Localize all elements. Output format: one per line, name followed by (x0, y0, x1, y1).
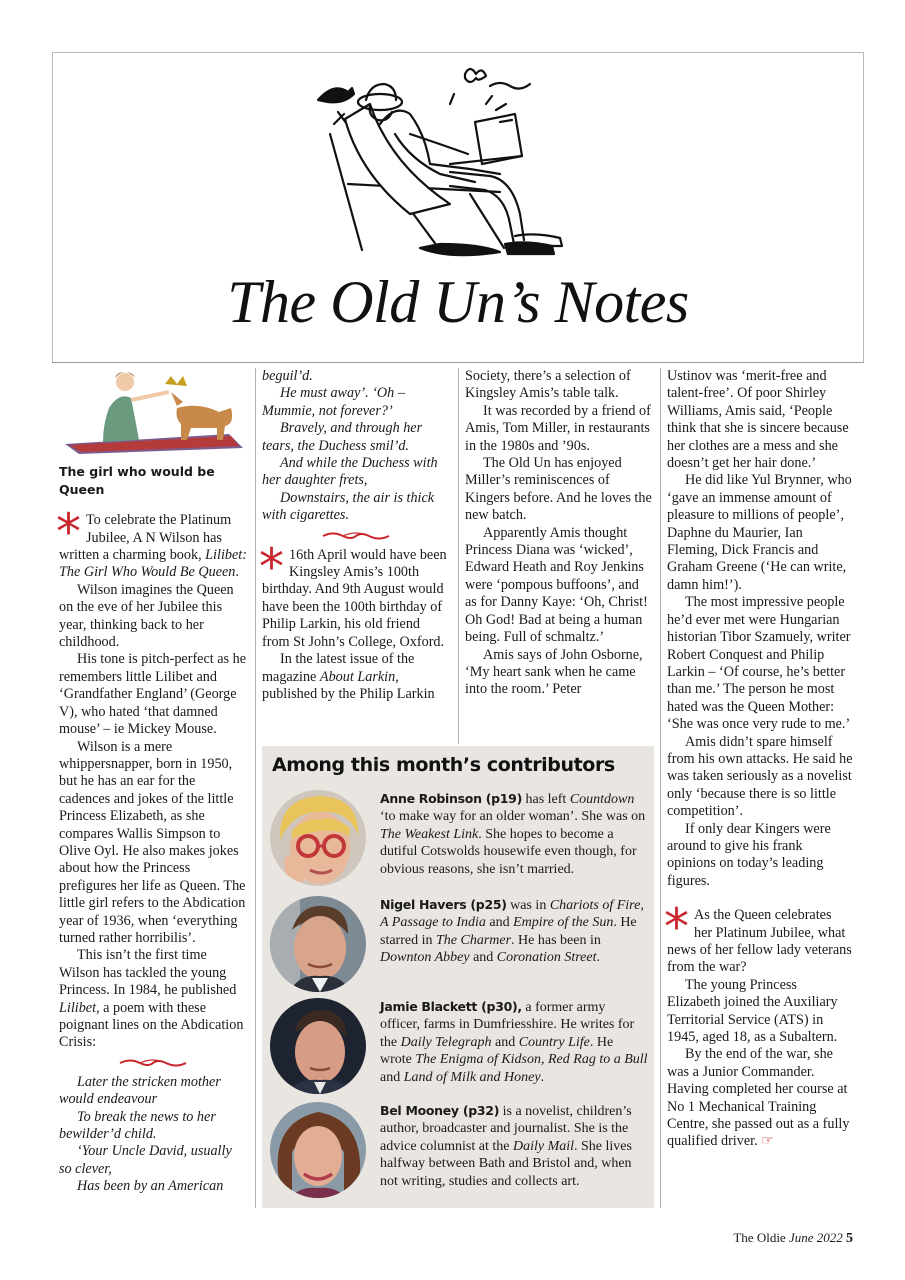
paragraph: To celebrate the Platinum Jubilee, A N Wilson has written a charming book, Lilibet: The Girl Who Would Be Queen. (59, 512, 247, 581)
poem-line: Later the stricken mother would endeavour (59, 1073, 221, 1108)
contributor-bio: Bel Mooney (p32) is a novelist, children’s author, broadcaster and journalist. She is the advice columnist at the Daily Mail. She lives halfway between Bath and Bristol and, when not writing, studies and collects art. (380, 1103, 632, 1189)
contributor-bel-mooney (270, 1102, 648, 1202)
page-number: 5 (846, 1231, 853, 1246)
contributor-name: Bel Mooney (p32) (380, 1103, 500, 1118)
asterisk-icon: * (56, 503, 81, 562)
column-rule (255, 368, 256, 1208)
column-rule (660, 368, 661, 1208)
ornament-divider (118, 1058, 188, 1068)
contributor-jamie-blackett (270, 998, 648, 1098)
paragraph: It was recorded by a friend of Amis, Tom Miller, in restaurants in the 1980s and ’90s. (465, 402, 651, 454)
pointing-hand-icon: ☞ (761, 1133, 774, 1150)
paragraph: The most impressive people he’d ever met were Hungarian historian Tibor Szamuely, writer Robert Conquest and Philip Larkin – ‘Of course, he’s better than me.’ The person he most hated was the Queen Mother: ‘She was once very rude to me.’ (667, 594, 851, 733)
paragraph: Society, there’s a selection of Kingsley Amis’s table talk. (465, 368, 631, 402)
header-rule (52, 362, 864, 363)
page-title: The Old Un’s Notes (227, 269, 689, 335)
ornament-divider (321, 531, 391, 541)
poem-line: He must away’. ‘Oh – Mummie, not forever?’ (262, 385, 405, 419)
paragraph: In the latest issue of the magazine About Larkin, published by the Philip Larkin (262, 651, 435, 702)
paragraph: The Old Un has enjoyed Miller’s reminiscences of Kingers before. And he loves the new batch. (465, 455, 652, 524)
poem-line: To break the news to her bewilder’d child. (59, 1108, 216, 1143)
paragraph: Amis didn’t spare himself from his own attacks. He said he was taken seriously as a novelist only ‘because there is so little competition’. (667, 733, 853, 820)
poem-excerpt (262, 368, 450, 525)
publication-name: The Oldie (733, 1230, 789, 1245)
paragraph: The young Princess Elizabeth joined the Auxiliary Territorial Service (ATS) in 1945, aged 18, as a Subaltern. (667, 976, 838, 1046)
asterisk-icon: * (664, 898, 689, 957)
contributor-name: Nigel Havers (p25) (380, 897, 507, 912)
contributors-heading: Among this month’s contributors (272, 754, 615, 776)
paragraph: By the end of the war, she was a Junior Commander. Having completed her course at No 1 Mechanical Training Centre, she passed out as a fully qualified driver. ☞ (667, 1046, 850, 1150)
poem-line: beguil’d. (262, 368, 313, 384)
issue-date: June 2022 (788, 1230, 843, 1245)
paragraph: Wilson is a mere whippersnapper, born in 1950, but he has an ear for the cadences and jokes of the little Princess Elizabeth, as she compares Wallis Simpson to Olive Oyl. He also makes jokes about how the Princess prefigures her life as Queen. The little girl refers to the Abdication year of 1936, when ‘everything turned rather horribilis’. (59, 738, 246, 946)
bel-mooney-photo (270, 1102, 366, 1198)
anne-robinson-photo (270, 790, 366, 886)
column-3 (465, 368, 653, 699)
column-4 (664, 368, 853, 1151)
article-amis-larkin (259, 537, 450, 651)
paragraph: 16th April would have been Kingsley Amis’s 100th birthday. And 9th August would have been the 100th birthday of Philip Larkin, his old friend from St John’s College, Oxford. (262, 546, 447, 650)
contributor-bio: Jamie Blackett (p30), a former army officer, farms in Dumfriesshire. He writes for the Daily Telegraph and Country Life. He wrote The Enigma of Kidson, Red Rag to a Bull and Land of Milk and Honey. (380, 999, 648, 1085)
poem-line: Bravely, and through her tears, the Duchess smil’d. (262, 420, 423, 454)
asterisk-icon: * (259, 537, 284, 596)
contributors-box (262, 746, 654, 1208)
column-rule (458, 368, 459, 744)
paragraph: If only dear Kingers were around to give his frank opinions on today’s leading figures. (667, 820, 831, 889)
article-ats-veterans (664, 898, 853, 977)
illustration-caption: The girl who would be Queen (59, 464, 215, 497)
contributor-bio: Nigel Havers (p25) was in Chariots of Fire, A Passage to India and Empire of the Sun. He starred in The Charmer. He has been in Downton Abbey and Coronation Street. (380, 897, 644, 966)
paragraph: Amis says of John Osborne, ‘My heart sank when he came into the room.’ Peter (465, 646, 643, 698)
contributor-nigel-havers (270, 896, 648, 996)
paragraph: Wilson imagines the Queen on the eve of her Jubilee this year, thinking back to her childhood. (59, 581, 234, 651)
column-1 (56, 368, 247, 1196)
poem-excerpt (59, 1074, 247, 1196)
contributor-name: Anne Robinson (p19) (380, 791, 522, 806)
paragraph: This isn’t the first time Wilson has tackled the young Princess. In 1984, he published Lilibet, a poem with these poignant lines on the Abdication Crisis: (59, 947, 244, 1051)
page-footer (733, 1230, 853, 1247)
column-2 (259, 368, 450, 703)
article-jubilee-book (56, 503, 247, 582)
paragraph: His tone is pitch-perfect as he remembers little Lilibet and ‘Grandfather England’ (George V), who hated ‘that damned mouse’ – ie Mickey Mouse. (59, 651, 247, 738)
contributor-bio: Anne Robinson (p19) has left Countdown ‘to make way for an older woman’. She was on The Weakest Link. She hopes to become a dutiful Cotswolds housewife even though, for obvious reasons, she isn’t married. (380, 791, 646, 877)
paragraph: As the Queen celebrates her Platinum Jubilee, what news of her fellow lady veterans from the war? (667, 907, 852, 976)
contributor-anne-robinson (270, 790, 648, 890)
princess-corgi-illustration (59, 368, 249, 454)
nigel-havers-photo (270, 896, 366, 992)
paragraph: Apparently Amis thought Princess Diana was ‘wicked’, Edward Heath and Roy Jenkins were ‘pompous buffoons’, and as for Danny Kaye: ‘Oh, Christ! Oh God! Bad at being a human being. Full of schmaltz.’ (465, 524, 648, 646)
contributor-name: Jamie Blackett (p30), (380, 999, 522, 1014)
poem-line: And while the Duchess with her daughter frets, (262, 455, 438, 489)
poem-line: ‘Your Uncle David, usually so clever, (59, 1143, 232, 1177)
deckchair-illustration (300, 64, 600, 264)
paragraph: He did like Yul Brynner, who ‘gave an immense amount of pleasure to millions of people’, Daphne du Maurier, Ian Fleming, Dick Francis and Graham Greene (‘He can write, damn him!’). (667, 472, 852, 593)
poem-line: Downstairs, the air is thick with cigarettes. (262, 489, 435, 524)
jamie-blackett-photo (270, 998, 366, 1094)
poem-line: Has been by an American (77, 1178, 224, 1195)
paragraph: Ustinov was ‘merit-free and talent-free’. Of poor Shirley Williams, Amis said, ‘People think that she is sincere because her clothes are a mess and she doesn’t get her hair done.’ (667, 368, 849, 472)
